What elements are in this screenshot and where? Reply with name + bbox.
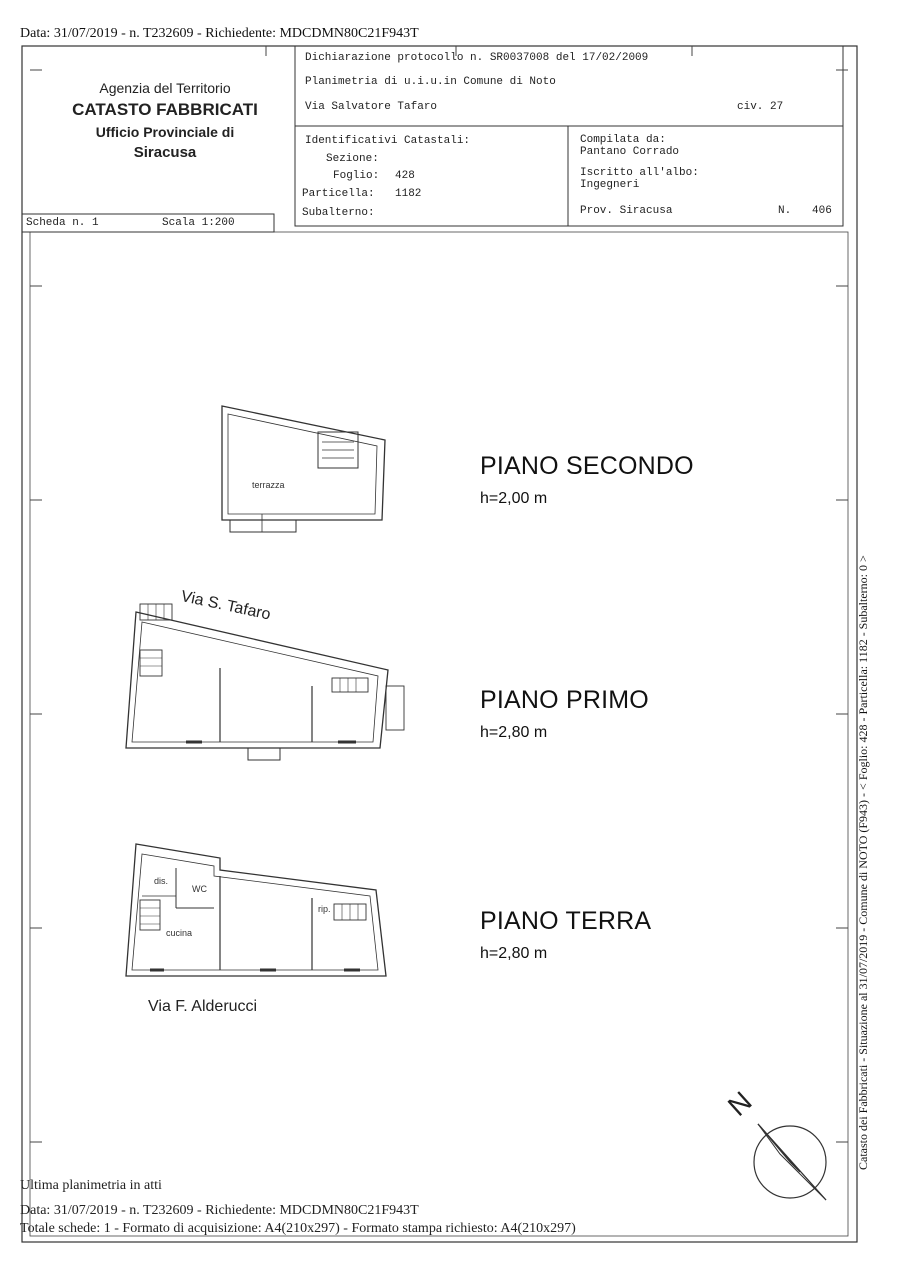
cucina-label: cucina [166,928,193,938]
catasto-title: CATASTO FABBRICATI [72,100,258,119]
ultima-planimetria: Ultima planimetria in atti [20,1178,162,1193]
iscritto-label: Iscritto all'albo: [580,167,699,179]
request-meta: Data: 31/07/2019 - n. T232609 - Richiedente: MDCDMN80C21F943T [20,26,419,41]
ident-label: Identificativi Catastali: [305,135,471,147]
civ-line: civ. 27 [737,101,784,113]
wc-label: WC [192,884,207,894]
piano-primo-height: h=2,80 m [480,724,548,741]
foglio-value: 428 [395,170,415,182]
north-arrow-icon [754,1124,826,1200]
particella-label: Particella: [302,188,375,200]
subalterno-label: Subalterno: [302,207,375,219]
compilata-value: Pantano Corrado [580,146,680,158]
agency-block [60,78,270,164]
side-situation-note: Catasto dei Fabbricati - Situazione al 31/07/2019 - Comune di NOTO (F943) - < Foglio: 428 - Particella: 1182 - Subalterno: 0 > [856,555,870,1170]
address-line: Via Salvatore Tafaro [305,101,438,113]
sezione-label: Sezione: [326,153,379,165]
foglio-label: Foglio: [333,170,380,182]
via-tafaro-label: Via S. Tafaro [179,588,273,624]
plan-piano-secondo [222,406,385,532]
scala-label: Scala 1:200 [162,217,235,229]
scheda-label: Scheda n. 1 [26,217,99,229]
ufficio-city: Siracusa [133,144,197,161]
plan-piano-primo [126,604,404,760]
rip-label: rip. [318,904,331,914]
ufficio-label: Ufficio Provinciale di [95,124,235,140]
n-value: 406 [812,205,832,217]
protocol-line: Dichiarazione protocollo n. SR0037008 del 17/02/2009 [305,52,649,64]
piano-secondo-height: h=2,00 m [480,490,548,507]
agency-name: Agenzia del Territorio [99,80,231,96]
particella-value: 1182 [395,188,422,200]
footer-meta-line: Data: 31/07/2019 - n. T232609 - Richiedente: MDCDMN80C21F943T [20,1203,419,1218]
planimetria-line: Planimetria di u.i.u.in Comune di Noto [305,76,556,88]
piano-terra-title: PIANO TERRA [480,907,652,935]
n-label: N. [778,205,792,217]
piano-secondo-title: PIANO SECONDO [480,452,694,480]
prov-label: Prov. Siracusa [580,205,673,217]
dis-label: dis. [154,876,169,886]
iscritto-value: Ingegneri [580,179,640,191]
plan-piano-terra [126,844,386,976]
piano-terra-height: h=2,80 m [480,945,548,962]
north-label: N [721,1085,758,1122]
via-alderucci-label: Via F. Alderucci [148,998,258,1015]
compilata-label: Compilata da: [580,134,666,146]
piano-primo-title: PIANO PRIMO [480,686,649,714]
footer-format-line: Totale schede: 1 - Formato di acquisizione: A4(210x297) - Formato stampa richiesto: A4(210x297) [20,1221,576,1236]
terrazza-label: terrazza [252,480,285,490]
